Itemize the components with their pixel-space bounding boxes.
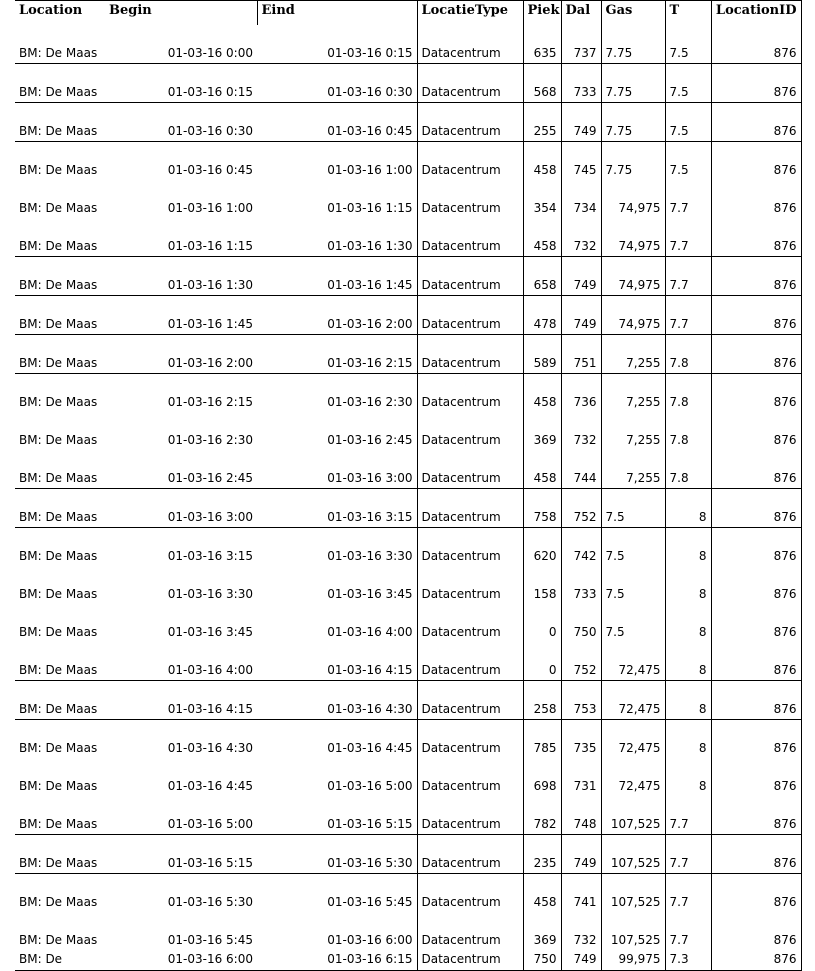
piek-cell: 782	[523, 796, 561, 835]
begin-cell: 01-03-16 6:00	[105, 950, 257, 971]
t-cell: 8	[665, 528, 711, 567]
eind-cell: 01-03-16 2:30	[257, 374, 417, 413]
table-row	[15, 912, 801, 950]
gas-cell: 7,255	[601, 450, 665, 489]
header-row	[15, 1, 801, 26]
table-row	[15, 720, 801, 759]
t-cell: 7.7	[665, 912, 711, 950]
dal-cell: 749	[561, 296, 601, 335]
dal-cell: 752	[561, 642, 601, 681]
locatietype-cell: Datacentrum	[417, 25, 523, 64]
dal-cell: 749	[561, 103, 601, 142]
gas-cell: 72,475	[601, 720, 665, 759]
gas-cell: 7.5	[601, 489, 665, 528]
locationid-cell: 876	[711, 64, 801, 103]
begin-cell: 01-03-16 4:00	[105, 642, 257, 681]
t-cell: 7.7	[665, 257, 711, 296]
piek-cell: 458	[523, 218, 561, 257]
begin-cell: 01-03-16 3:15	[167, 549, 253, 563]
locatietype-cell: Datacentrum	[417, 180, 523, 218]
gas-cell: 7.75	[601, 64, 665, 103]
piek-cell: 369	[523, 412, 561, 450]
dal-cell: 741	[561, 874, 601, 913]
t-cell: 8	[665, 681, 711, 720]
locationid-cell: 876	[711, 528, 801, 567]
location-cell: BM: De Maas	[15, 25, 105, 64]
eind-cell: 01-03-16 3:00	[257, 450, 417, 489]
begin-cell: 01-03-16 4:30	[167, 741, 253, 755]
dal-cell: 744	[561, 450, 601, 489]
eind-cell: 01-03-16 3:30	[257, 528, 417, 567]
gas-cell: 74,975	[601, 180, 665, 218]
eind-cell: 01-03-16 5:45	[257, 874, 417, 913]
t-cell: 7.7	[665, 296, 711, 335]
table-row	[15, 25, 801, 64]
locationid-cell: 876	[711, 374, 801, 413]
dal-cell: 734	[561, 180, 601, 218]
piek-cell: 258	[523, 681, 561, 720]
gas-cell: 74,975	[601, 296, 665, 335]
begin-cell: 01-03-16 2:15	[167, 395, 253, 409]
t-cell: 7.8	[665, 335, 711, 374]
locatietype-cell: Datacentrum	[417, 374, 523, 413]
piek-cell: 0	[523, 642, 561, 681]
piek-cell: 620	[523, 528, 561, 567]
location-cell: BM: De Maas	[19, 163, 98, 177]
dal-cell: 749	[561, 257, 601, 296]
eind-cell: 01-03-16 0:30	[257, 64, 417, 103]
eind-cell: 01-03-16 5:30	[257, 835, 417, 874]
table-row	[15, 374, 801, 413]
locatietype-cell: Datacentrum	[417, 335, 523, 374]
table-row	[15, 874, 801, 913]
dal-cell: 731	[561, 758, 601, 796]
eind-cell: 01-03-16 1:45	[257, 257, 417, 296]
begin-cell: 01-03-16 2:30	[167, 433, 253, 447]
t-cell: 8	[665, 604, 711, 642]
begin-cell: 01-03-16 5:45	[167, 933, 253, 947]
gas-cell: 7,255	[601, 374, 665, 413]
locatietype-cell: Datacentrum	[417, 681, 523, 720]
col-header-locatietype: LocatieType	[417, 1, 523, 26]
begin-cell: 01-03-16 5:30	[167, 895, 253, 909]
piek-cell: 568	[523, 64, 561, 103]
table-row	[15, 296, 801, 335]
t-cell: 8	[665, 642, 711, 681]
locatietype-cell: Datacentrum	[417, 912, 523, 950]
piek-cell: 458	[523, 374, 561, 413]
table-row	[15, 180, 801, 218]
begin-cell: 01-03-16 3:00	[105, 489, 257, 528]
locatietype-cell: Datacentrum	[417, 950, 523, 971]
piek-cell: 589	[523, 335, 561, 374]
locatietype-cell: Datacentrum	[417, 489, 523, 528]
piek-cell: 458	[523, 874, 561, 913]
eind-cell: 01-03-16 0:15	[257, 25, 417, 64]
table-row	[15, 835, 801, 874]
location-cell: BM: De Maas	[15, 296, 105, 335]
piek-cell: 354	[523, 180, 561, 218]
piek-cell: 255	[523, 103, 561, 142]
piek-cell: 698	[523, 758, 561, 796]
eind-cell: 01-03-16 0:45	[257, 103, 417, 142]
table-row	[15, 604, 801, 642]
eind-cell: 01-03-16 4:00	[257, 604, 417, 642]
locatietype-cell: Datacentrum	[417, 64, 523, 103]
t-cell: 7.7	[665, 218, 711, 257]
locatietype-cell: Datacentrum	[417, 720, 523, 759]
t-cell: 7.7	[665, 180, 711, 218]
table-row	[15, 64, 801, 103]
table-row	[15, 257, 801, 296]
table-row	[15, 681, 801, 720]
t-cell: 7.5	[665, 142, 711, 181]
locatietype-cell: Datacentrum	[417, 796, 523, 835]
eind-cell: 01-03-16 2:45	[257, 412, 417, 450]
location-cell: BM: De Maas	[19, 433, 98, 447]
piek-cell: 635	[523, 25, 561, 64]
table-row	[15, 758, 801, 796]
col-header-gas: Gas	[601, 1, 665, 26]
location-cell: BM: De Maas	[19, 625, 98, 639]
eind-cell: 01-03-16 4:45	[257, 720, 417, 759]
table-row	[15, 642, 801, 681]
locationid-cell: 876	[711, 796, 801, 835]
locationid-cell: 876	[711, 489, 801, 528]
gas-cell: 7.75	[601, 103, 665, 142]
gas-cell: 72,475	[601, 642, 665, 681]
location-cell: BM: De Maas	[15, 64, 105, 103]
locatietype-cell: Datacentrum	[417, 103, 523, 142]
t-cell: 7.8	[665, 374, 711, 413]
location-cell: BM: De Maas	[19, 395, 98, 409]
locationid-cell: 876	[711, 566, 801, 604]
piek-cell: 458	[523, 142, 561, 181]
locationid-cell: 876	[711, 681, 801, 720]
eind-cell: 01-03-16 2:15	[257, 335, 417, 374]
begin-cell: 01-03-16 4:45	[167, 779, 253, 793]
dal-cell: 752	[561, 489, 601, 528]
locatietype-cell: Datacentrum	[417, 566, 523, 604]
gas-cell: 7.75	[601, 25, 665, 64]
t-cell: 8	[665, 489, 711, 528]
table-row	[15, 796, 801, 835]
gas-cell: 7.75	[601, 142, 665, 181]
piek-cell: 785	[523, 720, 561, 759]
begin-cell: 01-03-16 2:45	[105, 450, 257, 489]
locationid-cell: 876	[711, 25, 801, 64]
location-cell: BM: De Maas	[19, 779, 98, 793]
dal-cell: 733	[561, 64, 601, 103]
dal-cell: 749	[561, 950, 601, 971]
locatietype-cell: Datacentrum	[417, 257, 523, 296]
begin-cell: 01-03-16 0:30	[105, 103, 257, 142]
table-row	[15, 103, 801, 142]
locatietype-cell: Datacentrum	[417, 450, 523, 489]
locatietype-cell: Datacentrum	[417, 296, 523, 335]
locationid-cell: 876	[711, 912, 801, 950]
gas-cell: 7.5	[601, 604, 665, 642]
begin-cell: 01-03-16 4:15	[105, 681, 257, 720]
col-header-eind: Eind	[257, 1, 417, 26]
begin-cell: 01-03-16 1:15	[105, 218, 257, 257]
col-header-dal: Dal	[561, 1, 601, 26]
gas-cell: 7.5	[601, 566, 665, 604]
begin-cell: 01-03-16 5:15	[105, 835, 257, 874]
t-cell: 7.5	[665, 103, 711, 142]
piek-cell: 458	[523, 450, 561, 489]
piek-cell: 235	[523, 835, 561, 874]
t-cell: 7.7	[665, 835, 711, 874]
eind-cell: 01-03-16 3:15	[257, 489, 417, 528]
locationid-cell: 876	[711, 335, 801, 374]
col-header-location: Location	[15, 1, 105, 26]
dal-cell: 732	[561, 912, 601, 950]
eind-cell: 01-03-16 3:45	[257, 566, 417, 604]
location-cell: BM: De Maas	[15, 335, 105, 374]
table-row	[15, 412, 801, 450]
begin-cell: 01-03-16 0:45	[167, 163, 253, 177]
piek-cell: 158	[523, 566, 561, 604]
table-row	[15, 950, 801, 971]
begin-cell: 01-03-16 1:30	[105, 257, 257, 296]
locationid-cell: 876	[711, 950, 801, 971]
table-row	[15, 142, 801, 181]
begin-cell: 01-03-16 1:00	[167, 201, 253, 215]
locationid-cell: 876	[711, 450, 801, 489]
location-cell: BM: De Maas	[15, 257, 105, 296]
piek-cell: 478	[523, 296, 561, 335]
locationid-cell: 876	[711, 218, 801, 257]
gas-cell: 107,525	[601, 912, 665, 950]
t-cell: 7.8	[665, 450, 711, 489]
table-row	[15, 566, 801, 604]
dal-cell: 745	[561, 142, 601, 181]
dal-cell: 737	[561, 25, 601, 64]
gas-cell: 72,475	[601, 681, 665, 720]
table-row	[15, 335, 801, 374]
locatietype-cell: Datacentrum	[417, 218, 523, 257]
location-cell: BM: De Maas	[15, 103, 105, 142]
dal-cell: 748	[561, 796, 601, 835]
locatietype-cell: Datacentrum	[417, 412, 523, 450]
dal-cell: 742	[561, 528, 601, 567]
gas-cell: 74,975	[601, 218, 665, 257]
location-cell: BM: De Maas	[19, 741, 98, 755]
locatietype-cell: Datacentrum	[417, 874, 523, 913]
begin-cell: 01-03-16 5:00	[105, 796, 257, 835]
begin-cell: 01-03-16 2:00	[105, 335, 257, 374]
location-cell: BM: De Maas	[15, 835, 105, 874]
dal-cell: 735	[561, 720, 601, 759]
location-cell: BM: De Maas	[19, 587, 98, 601]
locationid-cell: 876	[711, 874, 801, 913]
piek-cell: 750	[523, 950, 561, 971]
eind-cell: 01-03-16 6:00	[257, 912, 417, 950]
piek-cell: 369	[523, 912, 561, 950]
dal-cell: 736	[561, 374, 601, 413]
gas-cell: 107,525	[601, 874, 665, 913]
eind-cell: 01-03-16 5:15	[257, 796, 417, 835]
locatietype-cell: Datacentrum	[417, 604, 523, 642]
piek-cell: 0	[523, 604, 561, 642]
table-row	[15, 489, 801, 528]
col-header-piek: Piek	[523, 1, 561, 26]
t-cell: 8	[665, 758, 711, 796]
location-cell: BM: De Maas	[15, 642, 105, 681]
col-header-t: T	[665, 1, 711, 26]
gas-cell: 74,975	[601, 257, 665, 296]
locationid-cell: 876	[711, 180, 801, 218]
begin-cell: 01-03-16 0:00	[105, 25, 257, 64]
dal-cell: 733	[561, 566, 601, 604]
t-cell: 7.7	[665, 874, 711, 913]
location-cell: BM: De Maas	[19, 549, 98, 563]
eind-cell: 01-03-16 1:30	[257, 218, 417, 257]
col-header-locationid: LocationID	[711, 1, 801, 26]
locationid-cell: 876	[711, 142, 801, 181]
locationid-cell: 876	[711, 720, 801, 759]
eind-cell: 01-03-16 1:00	[257, 142, 417, 181]
location-cell: BM: De Maas	[19, 895, 98, 909]
t-cell: 7.5	[665, 64, 711, 103]
table-row	[15, 218, 801, 257]
eind-cell: 01-03-16 6:15	[257, 950, 417, 971]
t-cell: 8	[665, 566, 711, 604]
eind-cell: 01-03-16 4:15	[257, 642, 417, 681]
dal-cell: 732	[561, 412, 601, 450]
location-cell: BM: De Maas	[19, 201, 98, 215]
begin-cell: 01-03-16 3:30	[167, 587, 253, 601]
begin-cell: 01-03-16 3:45	[167, 625, 253, 639]
locatietype-cell: Datacentrum	[417, 835, 523, 874]
gas-cell: 107,525	[601, 835, 665, 874]
t-cell: 7.3	[665, 950, 711, 971]
gas-cell: 7,255	[601, 412, 665, 450]
gas-cell: 72,475	[601, 758, 665, 796]
location-cell: BM: De	[15, 950, 105, 971]
locatietype-cell: Datacentrum	[417, 642, 523, 681]
locationid-cell: 876	[711, 835, 801, 874]
dal-cell: 750	[561, 604, 601, 642]
locationid-cell: 876	[711, 642, 801, 681]
gas-cell: 7.5	[601, 528, 665, 567]
location-cell: BM: De Maas	[15, 218, 105, 257]
piek-cell: 758	[523, 489, 561, 528]
location-cell: BM: De Maas	[15, 489, 105, 528]
piek-cell: 658	[523, 257, 561, 296]
begin-cell: 01-03-16 0:15	[105, 64, 257, 103]
gas-cell: 7,255	[601, 335, 665, 374]
locationid-cell: 876	[711, 758, 801, 796]
table-row	[15, 450, 801, 489]
locationid-cell: 876	[711, 103, 801, 142]
dal-cell: 751	[561, 335, 601, 374]
eind-cell: 01-03-16 5:00	[257, 758, 417, 796]
begin-cell: 01-03-16 1:45	[105, 296, 257, 335]
locationid-cell: 876	[711, 412, 801, 450]
location-cell: BM: De Maas	[15, 796, 105, 835]
data-table	[15, 0, 802, 971]
t-cell: 7.8	[665, 412, 711, 450]
col-header-begin: Begin	[105, 1, 257, 26]
t-cell: 7.5	[665, 25, 711, 64]
locationid-cell: 876	[711, 296, 801, 335]
locatietype-cell: Datacentrum	[417, 528, 523, 567]
location-cell: BM: De Maas	[15, 681, 105, 720]
table-row	[15, 528, 801, 567]
dal-cell: 749	[561, 835, 601, 874]
eind-cell: 01-03-16 4:30	[257, 681, 417, 720]
eind-cell: 01-03-16 2:00	[257, 296, 417, 335]
t-cell: 8	[665, 720, 711, 759]
location-cell: BM: De Maas	[19, 933, 98, 947]
location-cell: BM: De Maas	[15, 450, 105, 489]
t-cell: 7.7	[665, 796, 711, 835]
dal-cell: 753	[561, 681, 601, 720]
gas-cell: 99,975	[601, 950, 665, 971]
dal-cell: 732	[561, 218, 601, 257]
locationid-cell: 876	[711, 257, 801, 296]
gas-cell: 107,525	[601, 796, 665, 835]
eind-cell: 01-03-16 1:15	[257, 180, 417, 218]
locatietype-cell: Datacentrum	[417, 142, 523, 181]
locatietype-cell: Datacentrum	[417, 758, 523, 796]
locationid-cell: 876	[711, 604, 801, 642]
